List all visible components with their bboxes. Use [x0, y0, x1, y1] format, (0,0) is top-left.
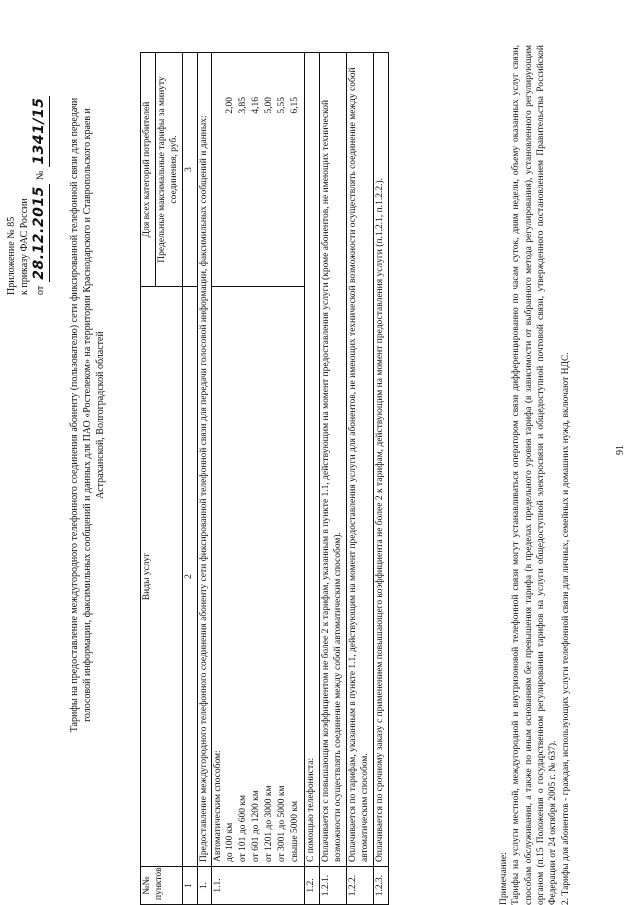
header-tariff: Предельные максимальные тарифы за минуту соединения, руб. — [155, 53, 182, 287]
section-text: Предоставление междугородного телефонного соединения абоненту сети фиксированной телефонной связи для передачи голосовой информации, факсимильных сообщений и данных: — [197, 53, 212, 867]
distance-label: от 601 до 1200 км — [251, 790, 262, 862]
phone-label: С помощью телефониста: — [305, 53, 320, 867]
title-line-1: Тарифы на предоставление междугородного телефонного соединения абоненту (пользователю) сети фиксированной телефонной связи для передачи — [69, 97, 80, 733]
handwritten-order-number: 1341/15 — [31, 96, 50, 167]
distance-label: свыше 5000 км — [290, 801, 301, 862]
header-row — [141, 53, 156, 905]
tariff-value: 4,16 — [251, 97, 262, 114]
note-paragraph-2: 2. Тарифы для абонентов - граждан, использующих услуги телефонной связи для личных, семейных и домашних нужд, включают НДС. — [560, 352, 571, 905]
appendix-header — [6, 10, 50, 295]
order-date-line — [31, 10, 50, 295]
tariff-table — [140, 52, 389, 905]
header-service: Виды услуг — [141, 287, 183, 867]
header-consumers: Для всех категорий потребителей — [141, 53, 156, 287]
title-line-2: голосовой информации, факсимильных сообщений и данных для ПАО «Ростелеком» на территории Краснодарского и Ставропольского краев и — [82, 108, 93, 722]
auto-cell — [212, 287, 305, 867]
section-num: 1. — [197, 867, 212, 905]
section-row — [197, 53, 212, 905]
appendix-number: Приложение № 85 — [6, 216, 17, 295]
row-121-text: Оплачивается с повышающим коэффициентом не более 2 к тарифам, указанным в пункте 1.1, действующим на момент предоставления услуги (кроме абонентов, не имеющих технической возможности осуществлять соединение между собой автоматическим способом). — [320, 53, 347, 867]
auto-label: Автоматическим способом: — [213, 750, 224, 862]
distance-label: до 100 км — [225, 822, 236, 862]
order-from-label: от — [35, 285, 46, 295]
header-num: №№ пунктов — [141, 867, 183, 905]
distance-list — [225, 291, 303, 862]
order-reference: к приказу ФАС России — [18, 198, 30, 295]
note-paragraph-1: Тарифы на услуги местной, междугородной и внутризоновой телефонной связи могут устанавливаться оператором связи дифференцированно по часам суток, дням недели, объему оказанных услуг связи, способам обслуживания, а также по иным основаниям без превышения тарифа (в пределах предельного уровня тарифа (в зависимости от выбранного метода регулирования), установленного регулирующим органом (п.15 Положения о государственном регулировании тарифов на услуги общедоступной электросвязи и общедоступной почтовой связи, утвержденного постановлением Правительства Российской Федерации от 24 октября 2005 г. № 637). — [511, 45, 559, 905]
distance-label: от 101 до 600 км — [238, 795, 249, 862]
phone-num: 1.2. — [305, 867, 320, 905]
notes-section — [498, 45, 572, 905]
tariff-value: 2,00 — [225, 97, 236, 114]
tariff-values — [225, 57, 303, 282]
document-title — [68, 35, 107, 795]
row-121-num: 1.2.1. — [320, 867, 347, 905]
distance-label: от 3001 до 5000 км — [277, 785, 288, 862]
distance-label: от 1201 до 3000 км — [264, 785, 275, 862]
row-123 — [373, 53, 388, 905]
tariff-value: 5,00 — [264, 97, 275, 114]
colnum-3: 3 — [182, 53, 197, 287]
row-121 — [320, 53, 347, 905]
row-122-num: 1.2.2. — [347, 867, 374, 905]
tariff-value: 6,15 — [290, 97, 301, 114]
phone-row — [305, 53, 320, 905]
notes-heading: Примечание: — [499, 852, 509, 905]
row-122 — [347, 53, 374, 905]
colnum-2: 2 — [182, 287, 197, 867]
page-number: 91 — [615, 445, 626, 455]
auto-row — [212, 53, 305, 905]
handwritten-order-date: 28.12.2015 — [31, 184, 50, 282]
row-123-text: Оплачивается по срочному заказу с применением повышающего коэффициента не более 2 к тарифам, действующим на момент предоставления услуги (п.1.2.1, п.1.2.2.). — [373, 53, 388, 867]
auto-num: 1.1. — [212, 867, 305, 905]
row-122-text: Оплачивается по тарифам, указанным в пункте 1.1, действующим на момент предоставления услуги для абонентов, не имеющих технической возможности осуществлять соединение между собой автоматическим способом. — [347, 53, 374, 867]
colnum-1: 1 — [182, 867, 197, 905]
tariff-value: 3,85 — [238, 97, 249, 114]
column-numbers-row — [182, 53, 197, 905]
row-123-num: 1.2.3. — [373, 867, 388, 905]
tariff-values-cell — [212, 53, 305, 287]
tariff-value: 5,55 — [277, 97, 288, 114]
order-number-label: № — [35, 170, 46, 181]
title-line-3: Астраханской, Волгоградской областей — [95, 331, 106, 499]
